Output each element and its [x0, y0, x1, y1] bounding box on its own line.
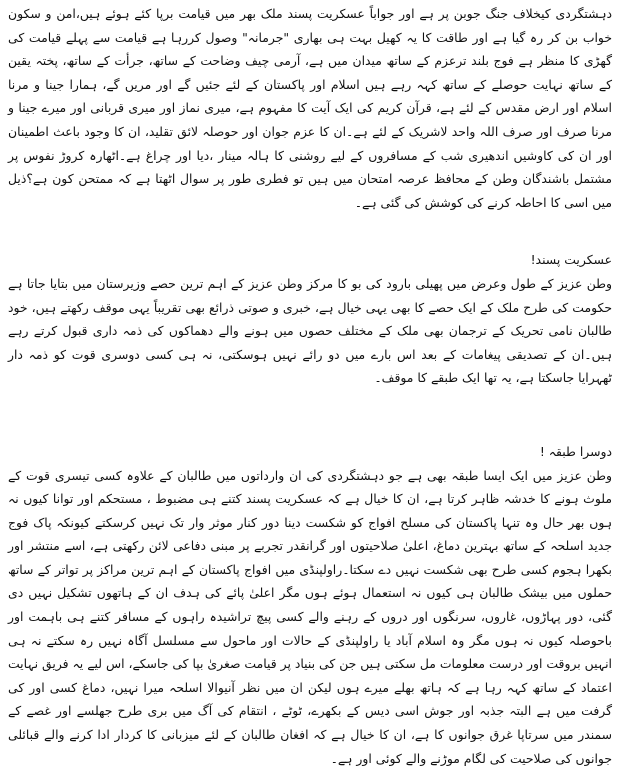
section-spacer [8, 214, 612, 248]
section-spacer [8, 390, 612, 440]
intro-paragraph: دہشتگردی کیخلاف جنگ جوبن پر ہے اور جواباً عسکریت پسند ملک بھر میں قیامت برپا کئے ہوئے ہیں،امن و سکون خواب بن کر رہ گیا ہے اور طاقت کا یہ کھیل بہت ہی بھاری "جرمانہ" وصول کررہا ہے قیامت سے پہلے قیامت کی گھڑی کا منظر ہے فوج بلند ترعزم کے ساتھ میدان میں ہے، آرمی چیف وضاحت کے ساتھ، جرأت کے ساتھ، پختہ یقین کے ساتھ نہایت حوصلے کے ساتھ کہہ رہے ہیں اسلام اور پاکستان کے لئے جئیں گے اور مریں گے، ہمارا جینا و مرنا اسلام اور ارض مقدس کے لئے ہے، قرآن کریم کی ایک آیت کا مفہوم ہے، میری نماز اور میری قربانی اور میرے جینا و مرنا صرف اور صرف اللہ واحد لاشریک کے لئے ہے۔ان کا عزم جوان اور حوصلہ لائق تقلید، ان کا وجود باعث اطمینان اور ان کی کاوشیں اندھیری شب کے مسافروں کے لیے روشنی کا ہالہ مینار ،دیا اور چراغ ہے۔اٹھارہ کروڑ نفوس پر مشتمل باشندگان وطن کے محافظ عرصہ امتحان میں ہیں تو فطری طور پر سوال اٹھتا ہے کہ ممتحن کون ہے؟ذیل میں اسی کا احاطہ کرنے کی کوشش کی گئی ہے۔ [8, 2, 612, 214]
second-group-paragraph: وطن عزیز میں ایک ایسا طبقہ بھی ہے جو دہشتگردی کی ان وارداتوں میں طالبان کے علاوہ کسی تیسری قوت کے ملوث ہونے کا خدشہ ظاہر کرتا ہے، ان کا خیال ہے کہ عسکریت پسند کتنے ہی مضبوط ، مستحکم اور توانا کیوں نہ ہوں بھر حال وہ تنہا پاکستان کی مسلح افواج کو شکست دینا دور کنار موثر وار تک نہیں کرسکتے کیونکہ پاک فوج جدید اسلحہ کے ساتھ بہترین دماغ، اعلیٰ صلاحیتوں اور گرانقدر تجربے پر مبنی دفاعی لائن رکھتی ہے، اسے منتشر اور بکھرا ہجوم کسی طرح بھی شکست نہیں دے سکتا۔راولپنڈی میں افواج پاکستان کے اہم ترین مراکز پر تواتر کے ساتھ حملوں میں بیشک طالبان ہی کیوں نہ استعمال ہوئے ہوں مگر اعلیٰ پائے کی ہدف ان کے ہاتھوں تشکیل نہیں دی گئی، دور پہاڑوں، غاروں، سرنگوں اور دروں کے رہنے والے کسی پیچ تراشیدہ راہوں کے مسافر کتنے ہی باہمت اور باحوصلہ کیوں نہ ہوں مگر وہ اسلام آباد یا راولپنڈی کے حالات اور ماحول سے مسلسل آگاہ نہیں رہ سکتے نہ ہی انہیں بروقت اور درست معلومات مل سکتی ہیں جن کی بنیاد پر قیامت صغریٰ بپا کی جاسکے، اس لیے یہ فریق نہایت اعتماد کے ساتھ کہہ رہا ہے کہ ہاتھ بھلے میرے ہوں لیکن ان میں نظر آنیوالا اسلحہ میرا نہیں، دماغ کسی اور کی گرفت میں ہے البتہ جذبہ اور جوش اسی دیس کے بکھرے، ٹوٹے ، انتقام کی آگ میں بری طرح جھلسے اور غصے کے سمندر میں سرتاپا غرق جوانوں کا ہے، ان کا خیال ہے کہ افغان طالبان کے لئے میزبانی کا کردار ادا کرنے والے قبائلی جوانوں کی صلاحیت کی لگام موڑنے والے کوئی اور ہے۔ [8, 464, 612, 770]
section-heading-militants: عسکریت پسند! [8, 248, 612, 272]
section-heading-second-group: دوسرا طبقہ ! [8, 440, 612, 464]
militants-paragraph: وطن عزیز کے طول وعرض میں پھیلی بارود کی بو کا مرکز وطن عزیز کے اہم ترین حصے وزیرستان میں بتایا جاتا ہے حکومت کی طرح ملک کے ایک حصے کا بھی یہی خیال ہے، خبری و صوتی ذرائع بھی تقریباً یہی موقف رکھتے ہیں، خود طالبان نامی تحریک کے ترجمان بھی ملک کے مختلف حصوں میں ہونے والے دھماکوں کی ذمہ داری قبول کرتے رہے ہیں۔ان کے تصدیقی پیغامات کے بعد اس بارے میں دو رائے نہیں ہوسکتی، نہ ہی کسی دوسری قوت کو ذمہ دار ٹھہرایا جاسکتا ہے، یہ تھا ایک طبقے کا موقف۔ [8, 272, 612, 390]
